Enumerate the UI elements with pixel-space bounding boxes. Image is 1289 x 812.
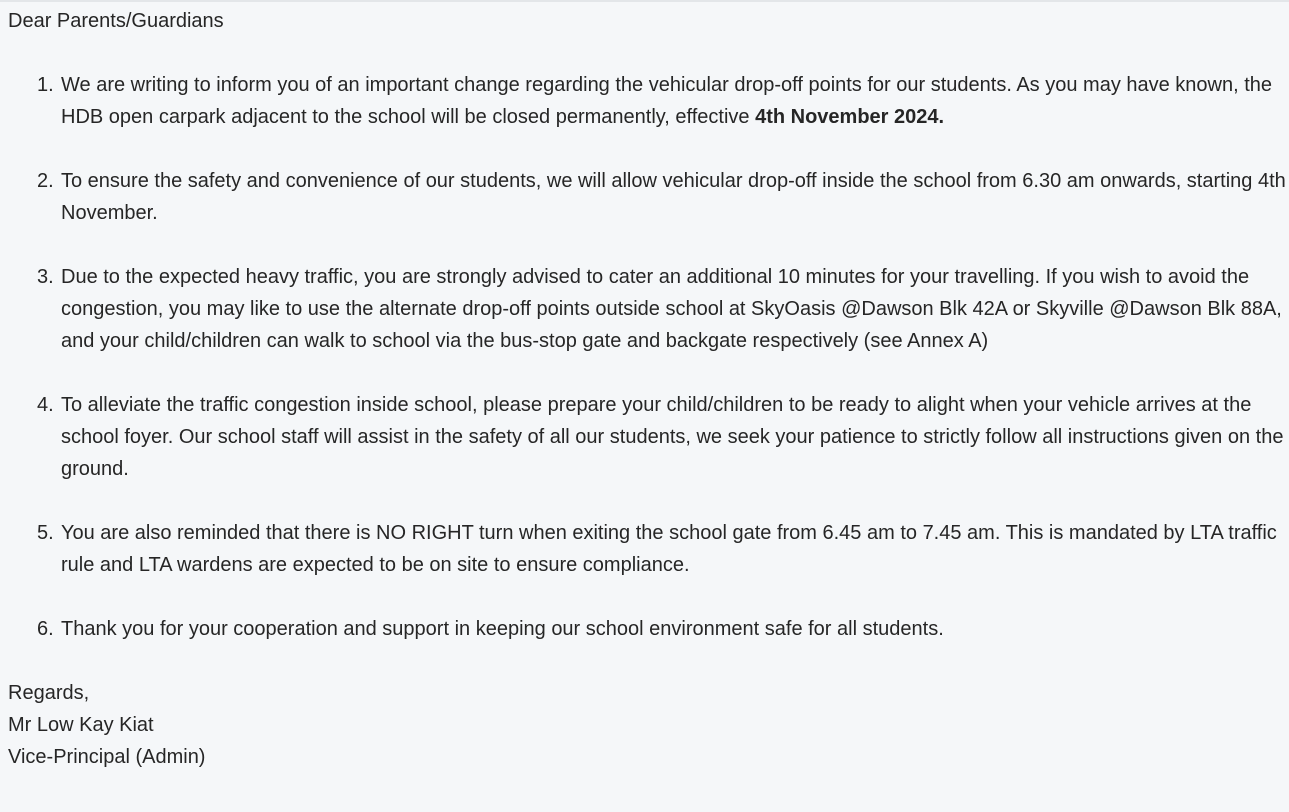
list-item-number: 2. <box>37 170 54 192</box>
list-item-text: To alleviate the traffic congestion inside school, please prepare your child/children to be ready to alight when your vehicle arrives at the school foyer. Our school staff will assist in the safety of all our students, we seek your patience to strictly follow all instructions given on the ground. <box>61 394 1284 480</box>
list-item-number: 4. <box>37 394 54 416</box>
letter-greeting: Dear Parents/Guardians <box>8 10 224 32</box>
list-item-number: 1. <box>37 74 54 96</box>
signatory-title: Vice-Principal (Admin) <box>8 746 206 768</box>
letter-body <box>8 5 1289 773</box>
list-item-number: 5. <box>37 522 54 544</box>
list-item-3 <box>8 261 1289 357</box>
list-item-number: 6. <box>37 618 54 640</box>
letter-signoff <box>8 677 1289 773</box>
list-item-text: You are also reminded that there is NO RIGHT turn when exiting the school gate from 6.45 am to 7.45 am. This is mandated by LTA traffic rule and LTA wardens are expected to be on site to ensure compliance. <box>61 522 1277 576</box>
letter-points-list <box>8 69 1289 645</box>
top-divider <box>0 0 1289 2</box>
list-item-number: 3. <box>37 266 54 288</box>
list-item-4 <box>8 389 1289 485</box>
list-item-text: We are writing to inform you of an important change regarding the vehicular drop-off points for our students. As you may have known, the HDB open carpark adjacent to the school will be closed permanently, effective <box>61 74 1273 128</box>
effective-date: 4th November 2024. <box>755 106 945 128</box>
closing-line: Regards, <box>8 682 90 704</box>
list-item-2 <box>8 165 1289 229</box>
list-item-5 <box>8 517 1289 581</box>
list-item-text: Thank you for your cooperation and support in keeping our school environment safe for all students. <box>61 618 944 640</box>
list-item-text: Due to the expected heavy traffic, you are strongly advised to cater an additional 10 minutes for your travelling. If you wish to avoid the congestion, you may like to use the alternate drop-off points outside school at SkyOasis @Dawson Blk 42A or Skyville @Dawson Blk 88A, and your child/children can walk to school via the bus-stop gate and backgate respectively (see Annex A) <box>61 266 1282 352</box>
list-item-text: To ensure the safety and convenience of our students, we will allow vehicular drop-off inside the school from 6.30 am onwards, starting 4th November. <box>61 170 1286 224</box>
list-item-1 <box>8 69 1289 133</box>
signatory-name: Mr Low Kay Kiat <box>8 714 154 736</box>
list-item-6 <box>8 613 1289 645</box>
